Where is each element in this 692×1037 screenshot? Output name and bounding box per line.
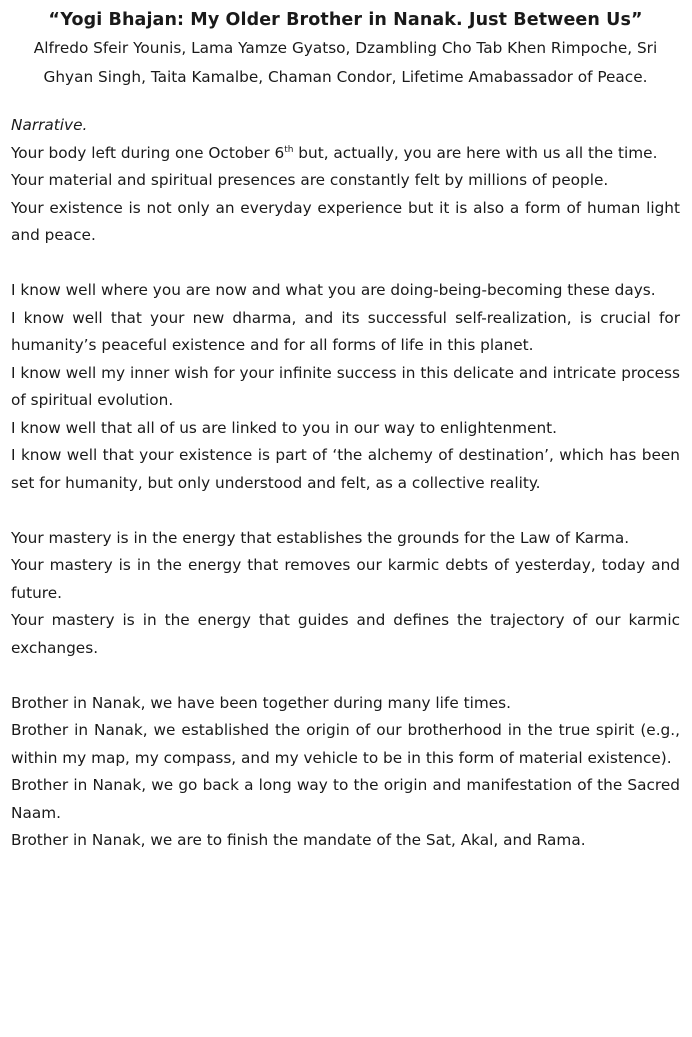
paragraph-line: I know well that all of us are linked to you in our way to enlightenment. [11, 418, 558, 437]
mastery-paragraph [11, 525, 680, 663]
paragraph-line: I know well my inner wish for your infinite success in this delicate and intricate process of spiritual evolution. [11, 363, 680, 409]
paragraph-line: Brother in Nanak, we established the origin of our brotherhood in the true spirit (e.g., within my map, my compass, and my vehicle to be in this form of material existence). [11, 721, 680, 767]
paragraph-line: I know well that your new dharma, and its successful self-realization, is crucial for humanity’s peaceful existence and for all forms of life in this planet. [11, 308, 680, 354]
ordinal-suffix: th [284, 144, 294, 155]
document-title: “Yogi Bhajan: My Older Brother in Nanak. Just Between Us” [48, 10, 643, 30]
intro-paragraph [11, 140, 680, 250]
paragraph-line: I know well that your existence is part of ‘the alchemy of destination’, which has been set for humanity, but only understood and felt, as a collective reality. [11, 446, 680, 492]
author-list: Alfredo Sfeir Younis, Lama Yamze Gyatso, Dzambling Cho Tab Khen Rimpoche, Sri Ghyan Singh, Taita Kamalbe, Chaman Condor, Lifetime Amabassador of Peace. [33, 39, 658, 86]
know-well-paragraph [11, 277, 680, 497]
paragraph-line: Your mastery is in the energy that removes our karmic debts of yesterday, today and future. [11, 556, 680, 602]
paragraph-line: Brother in Nanak, we go back a long way to the origin and manifestation of the Sacred Naam. [11, 776, 680, 822]
brother-paragraph [11, 690, 680, 855]
paragraph-line: Brother in Nanak, we have been together during many life times. [11, 693, 511, 712]
intro-line-text: but, actually, you are here with us all the time. [293, 143, 658, 162]
paragraph-line: I know well where you are now and what you are doing-being-becoming these days. [11, 281, 656, 299]
intro-line: Your existence is not only an everyday experience but it is also a form of human light and peace. [11, 198, 680, 244]
paragraph-line: Your mastery is in the energy that establishes the grounds for the Law of Karma. [11, 528, 630, 547]
narrative-label: Narrative. [11, 116, 88, 134]
intro-line: Your material and spiritual presences are constantly felt by millions of people. [11, 171, 609, 189]
paragraph-line: Brother in Nanak, we are to finish the mandate of the Sat, Akal, and Rama. [11, 831, 586, 849]
intro-line-text: Your body left during one October 6 [11, 143, 285, 162]
intro-line [11, 140, 680, 168]
paragraph-line: Your mastery is in the energy that guides and defines the trajectory of our karmic exchanges. [11, 611, 680, 657]
